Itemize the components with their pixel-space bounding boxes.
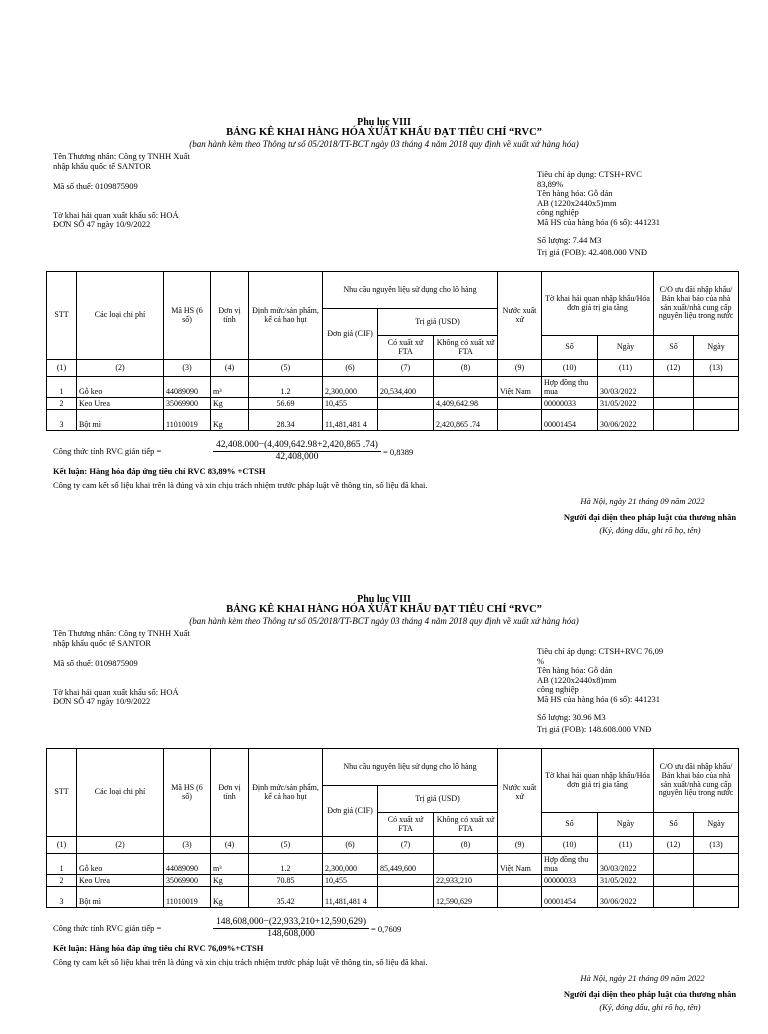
cell-fta xyxy=(378,410,434,431)
cell-nonfta: 22,933,210 xyxy=(434,875,498,887)
col-index: (10) xyxy=(542,837,598,854)
conclusion: Kết luận: Hàng hóa đáp ứng tiêu chí RVC 76,09%+CTSH xyxy=(53,943,264,953)
order-number: ĐƠN SỐ 47 ngày 10/9/2022 xyxy=(53,219,151,230)
header-cost-items: Các loại chi phí xyxy=(77,749,164,837)
header-unit-price: Đơn giá (CIF) xyxy=(323,786,378,837)
header-co-date: Ngày xyxy=(694,336,739,360)
cell-country xyxy=(498,875,542,887)
cell-stt: 3 xyxy=(47,887,77,908)
formula-numerator: 42,408.000−(4,409,642.98+2,420,865 .74) xyxy=(213,440,381,452)
formula-result: = 0,8389 xyxy=(383,447,414,457)
header-without-fta: Không có xuất xứ FTA xyxy=(434,336,498,360)
col-index: (5) xyxy=(249,360,323,377)
header-origin-country: Nước xuất xứ xyxy=(498,272,542,360)
cell-doc-date: 30/03/2022 xyxy=(598,377,654,398)
col-index: (13) xyxy=(694,837,739,854)
col-index: (11) xyxy=(598,837,654,854)
merchant-info xyxy=(53,629,293,707)
form-subtitle: (ban hành kèm theo Thông tư số 05/2018/TT-BCT ngày 03 tháng 4 năm 2018 quy định về xuất xứ hàng hóa) xyxy=(189,139,579,149)
header-hs: Mã HS (6 số) xyxy=(164,749,211,837)
cell-name: Gỗ keo xyxy=(77,377,164,398)
cell-doc-date: 31/05/2022 xyxy=(598,875,654,887)
table-row xyxy=(47,410,739,431)
goods-hs-code: Mã HS của hàng hóa (6 số): 441231 xyxy=(537,216,660,227)
goods-info xyxy=(537,164,737,257)
signature-block xyxy=(540,974,760,1013)
header-co-date: Ngày xyxy=(694,813,739,837)
header-without-fta: Không có xuất xứ FTA xyxy=(434,813,498,837)
fob-value: Trị giá (FOB): 148.608.000 VNĐ xyxy=(537,723,652,734)
cell-price: 10,455 xyxy=(323,398,378,410)
formula-label: Công thức tính RVC gián tiếp = xyxy=(53,446,162,456)
formula-denominator: 42,408,000 xyxy=(275,451,319,462)
sign-person: Người đại diện theo pháp luật của thương nhân xyxy=(563,511,737,522)
cell-country xyxy=(498,410,542,431)
formula-result: = 0,7609 xyxy=(371,924,402,934)
cell-norm: 56.69 xyxy=(249,398,323,410)
cell-fta: 85,449,600 xyxy=(378,854,434,875)
table-row xyxy=(47,377,739,398)
cell-hs: 11010019 xyxy=(164,410,211,431)
col-index: (3) xyxy=(164,360,211,377)
sign-date: Hà Nội, ngày 21 tháng 09 năm 2022 xyxy=(580,496,705,506)
table-row xyxy=(47,854,739,875)
cell-nonfta xyxy=(434,854,498,875)
cell-name: Keo Urea xyxy=(77,875,164,887)
cell-doc-date: 30/06/2022 xyxy=(598,410,654,431)
header-co-doc: C/O ưu đãi nhập khẩu/ Bản khai báo của nhà sản xuất/nhà cung cấp nguyên liệu trong nước xyxy=(654,272,739,336)
cell-country xyxy=(498,887,542,908)
col-index: (3) xyxy=(164,837,211,854)
header-material-need: Nhu cầu nguyên liệu sử dụng cho lô hàng xyxy=(323,749,498,786)
goods-hs-code: Mã HS của hàng hóa (6 số): 441231 xyxy=(537,693,660,704)
cell-doc-date: 30/06/2022 xyxy=(598,887,654,908)
sign-note: (Ký, đóng dấu, ghi rõ họ, tên) xyxy=(599,525,701,536)
cell-norm: 35.42 xyxy=(249,887,323,908)
header-date: Ngày xyxy=(598,813,654,837)
col-index: (2) xyxy=(77,360,164,377)
col-index: (13) xyxy=(694,360,739,377)
sign-date: Hà Nội, ngày 21 tháng 09 năm 2022 xyxy=(580,973,705,983)
customs-declaration: Tờ khai hải quan xuất khẩu số: HOÁ xyxy=(53,209,179,220)
cell-price: 11,481,481 4 xyxy=(323,410,378,431)
cell-hs: 44089090 xyxy=(164,854,211,875)
criterion: Tiêu chí áp dụng: CTSH+RVC xyxy=(537,169,642,179)
header-customs-invoice: Tờ khai hải quan nhập khẩu/Hóa đơn giá trị gia tăng xyxy=(542,272,654,336)
cell-stt: 2 xyxy=(47,875,77,887)
header-co-number: Số xyxy=(654,336,694,360)
appendix-label: Phụ lục VIII xyxy=(357,594,411,605)
tax-code: Mã số thuế: 0109875909 xyxy=(53,181,138,192)
header-stt: STT xyxy=(47,272,77,360)
goods-name: Tên hàng hóa: Gỗ dán xyxy=(537,665,613,676)
header-unit-price: Đơn giá (CIF) xyxy=(323,309,378,360)
cell-hs: 11010019 xyxy=(164,887,211,908)
cell-stt: 1 xyxy=(47,854,77,875)
cell-unit: m³ xyxy=(211,854,249,875)
cell-norm: 70.85 xyxy=(249,875,323,887)
header-value-usd: Trị giá (USD) xyxy=(378,786,498,813)
header-value-usd: Trị giá (USD) xyxy=(378,309,498,336)
cell-stt: 1 xyxy=(47,377,77,398)
sign-note: (Ký, đóng dấu, ghi rõ họ, tên) xyxy=(599,1002,701,1013)
cell-co-number xyxy=(654,398,694,410)
fob-value: Trị giá (FOB): 42.408.000 VNĐ xyxy=(537,246,648,257)
cell-country: Việt Nam xyxy=(498,377,542,398)
quantity: Số lượng: 7.44 M3 xyxy=(537,235,602,246)
goods-spec: AB (1220x2440x5)mm xyxy=(537,197,617,208)
col-index: (7) xyxy=(378,360,434,377)
header-number: Số xyxy=(542,336,598,360)
cell-unit: m³ xyxy=(211,377,249,398)
merchant-name: Tên Thương nhân: Công ty TNHH Xuất xyxy=(53,151,190,161)
col-index: (10) xyxy=(542,360,598,377)
form-subtitle: (ban hành kèm theo Thông tư số 05/2018/TT-BCT ngày 03 tháng 4 năm 2018 quy định về xuất xứ hàng hóa) xyxy=(189,616,579,626)
header-unit: Đơn vị tính xyxy=(211,749,249,837)
col-index: (4) xyxy=(211,837,249,854)
header-stt: STT xyxy=(47,749,77,837)
header-norm: Định mức/sản phẩm, kể cả hao hụt xyxy=(249,749,323,837)
conclusion: Kết luận: Hàng hóa đáp ứng tiêu chí RVC 83,89% +CTSH xyxy=(53,466,266,476)
cell-unit: Kg xyxy=(211,887,249,908)
cell-name: Bột mì xyxy=(77,887,164,908)
merchant-name: Tên Thương nhân: Công ty TNHH Xuất xyxy=(53,628,190,638)
col-index: (1) xyxy=(47,837,77,854)
cell-norm: 1.2 xyxy=(249,854,323,875)
commitment: Công ty cam kết số liệu khai trên là đúng và xin chịu trách nhiệm trước pháp luật về thông tin, số liệu đã khai. xyxy=(53,957,428,967)
cell-price: 10,455 xyxy=(323,875,378,887)
cell-co-date xyxy=(694,398,739,410)
header-cost-items: Các loại chi phí xyxy=(77,272,164,360)
cell-unit: Kg xyxy=(211,875,249,887)
cell-doc-date: 31/05/2022 xyxy=(598,398,654,410)
header-with-fta: Có xuất xứ FTA xyxy=(378,336,434,360)
cell-fta xyxy=(378,887,434,908)
cell-co-number xyxy=(654,887,694,908)
goods-spec: AB (1220x2440x8)mm xyxy=(537,674,617,685)
form-title: BẢNG KÊ KHAI HÀNG HÓA XUẤT KHẨU ĐẠT TIÊU CHÍ “RVC” xyxy=(226,604,542,615)
quantity: Số lượng: 30.96 M3 xyxy=(537,712,606,723)
column-index-row xyxy=(47,837,739,854)
cell-stt: 3 xyxy=(47,410,77,431)
cell-co-number xyxy=(654,377,694,398)
col-index: (7) xyxy=(378,837,434,854)
col-index: (9) xyxy=(498,837,542,854)
goods-type: công nghiệp xyxy=(537,207,579,218)
order-number: ĐƠN SỐ 47 ngày 10/9/2022 xyxy=(53,696,151,707)
table-row xyxy=(47,398,739,410)
commitment: Công ty cam kết số liệu khai trên là đúng và xin chịu trách nhiệm trước pháp luật về thông tin, số liệu đã khai. xyxy=(53,480,428,490)
formula-denominator: 148,608,000 xyxy=(267,928,315,939)
cell-nonfta: 2,420,865 .74 xyxy=(434,410,498,431)
column-index-row xyxy=(47,360,739,377)
cell-name: Gỗ keo xyxy=(77,854,164,875)
rvc-table xyxy=(46,271,739,431)
col-index: (8) xyxy=(434,360,498,377)
merchant-info xyxy=(53,152,293,230)
col-index: (4) xyxy=(211,360,249,377)
signature-block xyxy=(540,497,760,536)
formula-label: Công thức tính RVC gián tiếp = xyxy=(53,923,162,933)
cell-name: Bột mì xyxy=(77,410,164,431)
cell-co-number xyxy=(654,854,694,875)
col-index: (12) xyxy=(654,837,694,854)
formula-fraction xyxy=(213,917,369,939)
header-norm: Định mức/sản phẩm, kể cả hao hụt xyxy=(249,272,323,360)
appendix-label: Phụ lục VIII xyxy=(357,117,411,128)
cell-co-date xyxy=(694,410,739,431)
rvc-form-2 xyxy=(0,594,768,1034)
rvc-formula xyxy=(53,917,753,943)
cell-co-number xyxy=(654,410,694,431)
header-co-number: Số xyxy=(654,813,694,837)
cell-norm: 28.34 xyxy=(249,410,323,431)
criterion-cont: % xyxy=(537,655,545,666)
cell-unit: Kg xyxy=(211,398,249,410)
merchant-name-cont: nhập khẩu quốc tế SANTOR xyxy=(53,637,152,648)
rvc-form-1 xyxy=(0,117,768,557)
cell-doc-date: 30/03/2022 xyxy=(598,854,654,875)
goods-info xyxy=(537,641,737,734)
col-index: (5) xyxy=(249,837,323,854)
formula-numerator: 148,608,000−(22,933,210+12,590,629) xyxy=(213,917,369,929)
cell-doc-number: 00000033 xyxy=(542,398,598,410)
form-title: BẢNG KÊ KHAI HÀNG HÓA XUẤT KHẨU ĐẠT TIÊU CHÍ “RVC” xyxy=(226,127,542,138)
cell-country: Việt Nam xyxy=(498,854,542,875)
cell-co-date xyxy=(694,875,739,887)
cell-co-date xyxy=(694,887,739,908)
cell-fta xyxy=(378,398,434,410)
cell-name: Keo Urea xyxy=(77,398,164,410)
col-index: (2) xyxy=(77,837,164,854)
col-index: (6) xyxy=(323,837,378,854)
header-date: Ngày xyxy=(598,336,654,360)
col-index: (8) xyxy=(434,837,498,854)
header-material-need: Nhu cầu nguyên liệu sử dụng cho lô hàng xyxy=(323,272,498,309)
cell-doc-number: 00001454 xyxy=(542,887,598,908)
cell-nonfta: 4,409,642.98 xyxy=(434,398,498,410)
cell-fta: 20,534,400 xyxy=(378,377,434,398)
header-co-doc: C/O ưu đãi nhập khẩu/ Bản khai báo của nhà sản xuất/nhà cung cấp nguyên liệu trong nước xyxy=(654,749,739,813)
table-row xyxy=(47,875,739,887)
rvc-formula xyxy=(53,440,753,466)
col-index: (9) xyxy=(498,360,542,377)
table-row xyxy=(47,887,739,908)
cell-doc-number: Hợp đồng thu mua xyxy=(542,377,598,398)
header-hs: Mã HS (6 số) xyxy=(164,272,211,360)
header-unit: Đơn vị tính xyxy=(211,272,249,360)
customs-declaration: Tờ khai hải quan xuất khẩu số: HOÁ xyxy=(53,686,179,697)
cell-price: 2,300,000 xyxy=(323,377,378,398)
cell-co-date xyxy=(694,854,739,875)
tax-code: Mã số thuế: 0109875909 xyxy=(53,658,138,669)
rvc-table xyxy=(46,748,739,908)
header-with-fta: Có xuất xứ FTA xyxy=(378,813,434,837)
cell-doc-number: 00001454 xyxy=(542,410,598,431)
col-index: (12) xyxy=(654,360,694,377)
col-index: (1) xyxy=(47,360,77,377)
cell-hs: 35069900 xyxy=(164,398,211,410)
header-customs-invoice: Tờ khai hải quan nhập khẩu/Hóa đơn giá trị gia tăng xyxy=(542,749,654,813)
criterion-cont: 83,89% xyxy=(537,178,564,189)
cell-co-date xyxy=(694,377,739,398)
sign-person: Người đại diện theo pháp luật của thương nhân xyxy=(563,988,737,999)
cell-doc-number: 00000033 xyxy=(542,875,598,887)
cell-fta xyxy=(378,875,434,887)
header-origin-country: Nước xuất xứ xyxy=(498,749,542,837)
col-index: (11) xyxy=(598,360,654,377)
cell-country xyxy=(498,398,542,410)
cell-nonfta xyxy=(434,377,498,398)
cell-price: 2,300,000 xyxy=(323,854,378,875)
col-index: (6) xyxy=(323,360,378,377)
cell-hs: 35069900 xyxy=(164,875,211,887)
cell-co-number xyxy=(654,875,694,887)
header-number: Số xyxy=(542,813,598,837)
cell-doc-number: Hợp đồng thu mua xyxy=(542,854,598,875)
cell-stt: 2 xyxy=(47,398,77,410)
criterion: Tiêu chí áp dụng: CTSH+RVC 76,09 xyxy=(537,646,664,656)
goods-name: Tên hàng hóa: Gỗ dán xyxy=(537,188,613,199)
cell-hs: 44089090 xyxy=(164,377,211,398)
cell-price: 11,481,481 4 xyxy=(323,887,378,908)
goods-type: công nghiệp xyxy=(537,684,579,695)
cell-norm: 1.2 xyxy=(249,377,323,398)
cell-nonfta: 12,590,629 xyxy=(434,887,498,908)
formula-fraction xyxy=(213,440,381,462)
cell-unit: Kg xyxy=(211,410,249,431)
merchant-name-cont: nhập khẩu quốc tế SANTOR xyxy=(53,160,152,171)
